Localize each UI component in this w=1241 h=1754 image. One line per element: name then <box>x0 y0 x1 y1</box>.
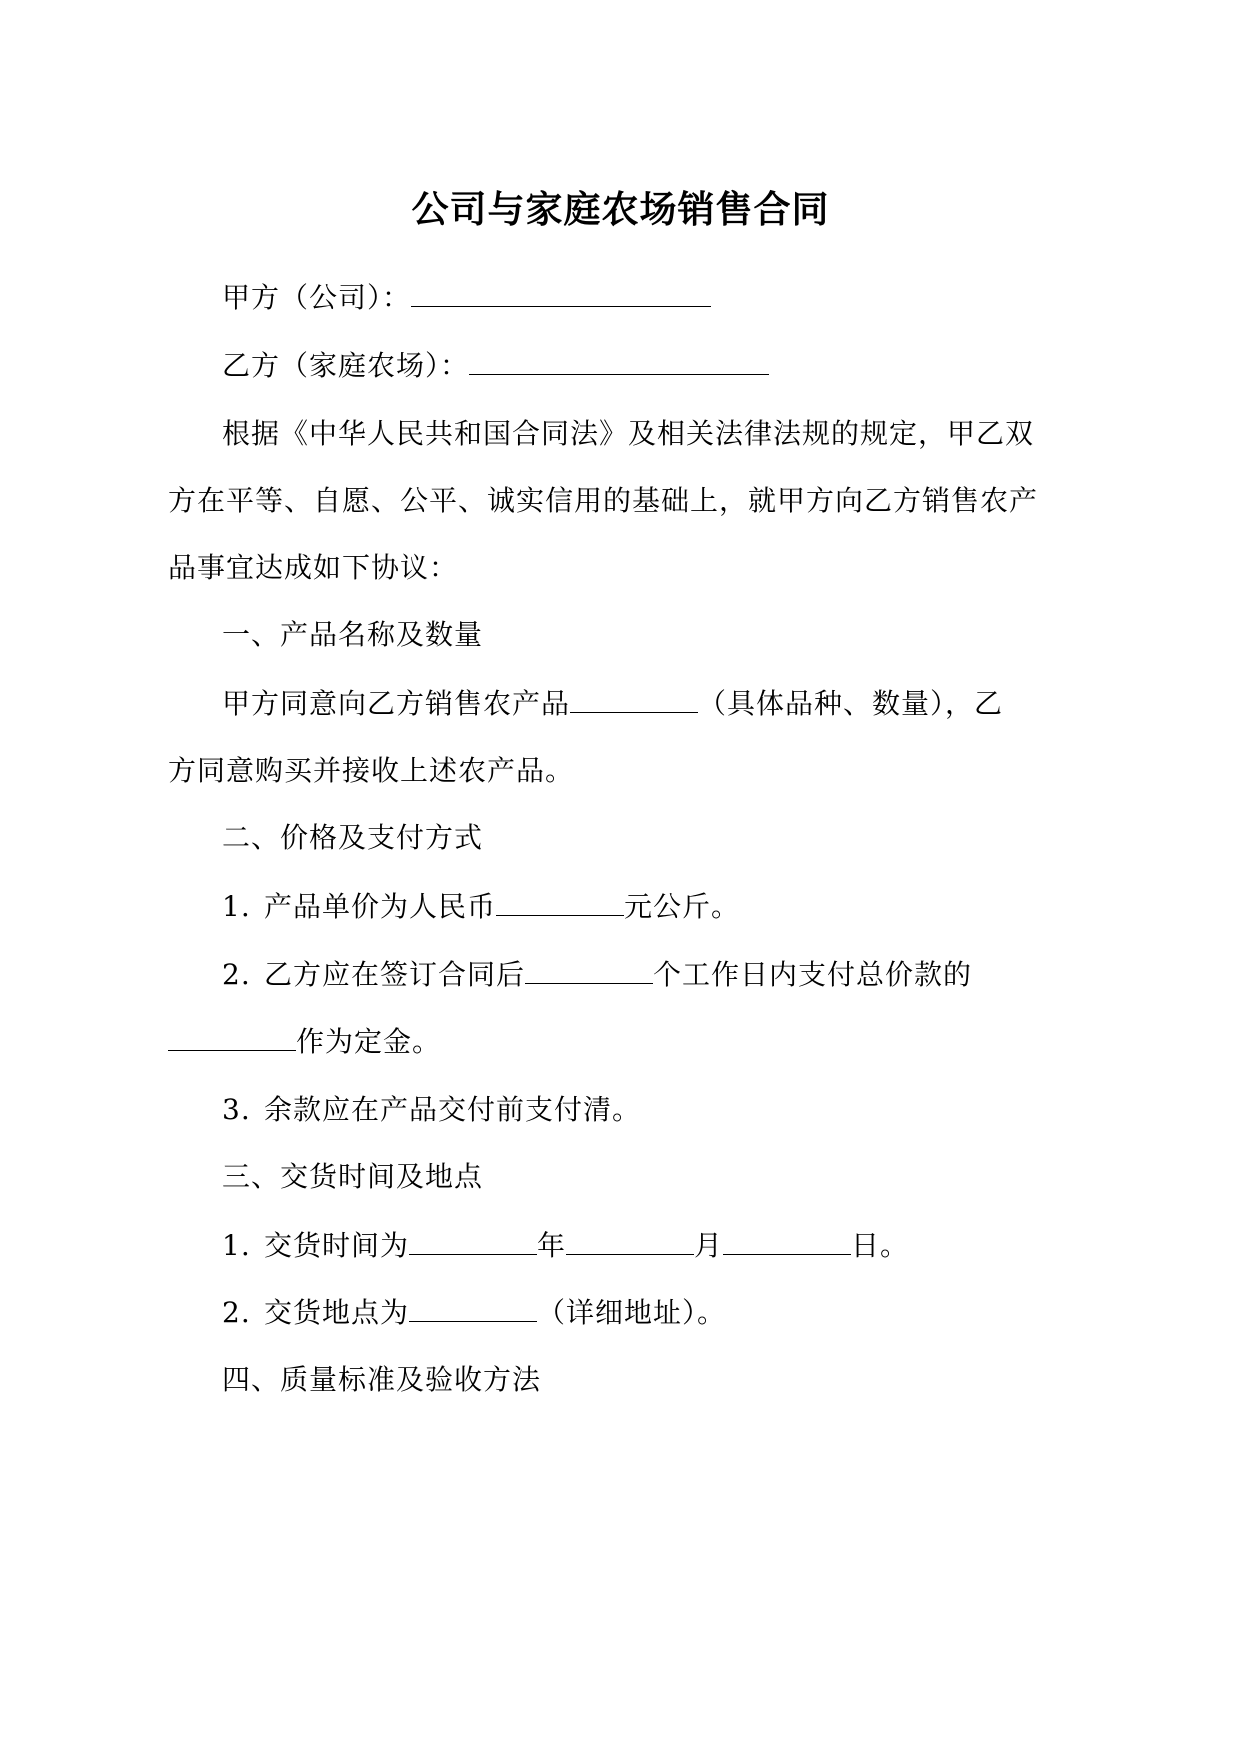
s2-item-1-number: 1. <box>222 890 251 923</box>
month-blank[interactable] <box>566 1226 694 1255</box>
party-b-blank[interactable] <box>469 346 769 375</box>
product-blank[interactable] <box>570 684 698 713</box>
section-4-heading: 四、质量标准及验收方法 <box>222 1363 542 1396</box>
s2-item-1-text-a: 产品单价为人民币 <box>264 890 497 923</box>
s2-item-2 <box>222 955 972 995</box>
section-1-line-2: 方同意购买并接收上述农产品。 <box>168 754 575 787</box>
s3-item-1-text-d: 日。 <box>851 1229 910 1262</box>
s3-item-1-text-c: 月 <box>694 1229 724 1262</box>
s2-item-2-cont <box>168 1022 441 1062</box>
party-a-label: 甲方（公司）： <box>222 281 412 314</box>
s3-item-1-text-b: 年 <box>537 1229 567 1262</box>
year-blank[interactable] <box>409 1226 537 1255</box>
s2-item-1-text-b: 元公斤。 <box>624 890 741 923</box>
party-b-label: 乙方（家庭农场）： <box>222 349 470 382</box>
s3-item-2-text-b: （详细地址）。 <box>537 1296 727 1329</box>
s1-text-a: 甲方同意向乙方销售农产品 <box>222 687 571 720</box>
s1-text-b: （具体品种、数量），乙 <box>698 687 1004 720</box>
s2-item-2-text-c: 作为定金。 <box>296 1025 442 1058</box>
s2-item-2-number: 2. <box>222 958 251 991</box>
s3-item-2 <box>222 1293 726 1333</box>
s2-item-3 <box>222 1090 641 1130</box>
s3-item-2-text-a: 交货地点为 <box>264 1296 410 1329</box>
party-a-blank[interactable] <box>411 278 711 307</box>
party-b-line <box>222 346 769 386</box>
unit-price-blank[interactable] <box>496 887 624 916</box>
s3-item-2-number: 2. <box>222 1296 251 1329</box>
address-blank[interactable] <box>409 1293 537 1322</box>
document-title: 公司与家庭农场销售合同 <box>411 188 830 231</box>
s3-item-1-number: 1. <box>222 1229 251 1262</box>
day-blank[interactable] <box>723 1226 851 1255</box>
s2-item-3-text: 余款应在产品交付前支付清。 <box>264 1093 642 1126</box>
s2-item-1 <box>222 887 740 927</box>
section-1-line-1 <box>222 684 1003 724</box>
s2-item-2-text-b: 个工作日内支付总价款的 <box>653 958 973 991</box>
section-2-heading: 二、价格及支付方式 <box>222 821 484 854</box>
intro-line-1: 根据《中华人民共和国合同法》及相关法律法规的规定，甲乙双 <box>222 417 1035 450</box>
intro-line-3: 品事宜达成如下协议： <box>168 551 459 584</box>
s3-item-1 <box>222 1226 909 1266</box>
party-a-line <box>222 278 711 318</box>
s3-item-1-text-a: 交货时间为 <box>264 1229 410 1262</box>
s2-item-3-number: 3. <box>222 1093 251 1126</box>
s2-item-2-text-a: 乙方应在签订合同后 <box>264 958 526 991</box>
workdays-blank[interactable] <box>525 955 653 984</box>
section-3-heading: 三、交货时间及地点 <box>222 1160 484 1193</box>
section-1-heading: 一、产品名称及数量 <box>222 618 484 651</box>
intro-line-2: 方在平等、自愿、公平、诚实信用的基础上，就甲方向乙方销售农产 <box>168 484 1039 517</box>
deposit-blank[interactable] <box>168 1022 296 1051</box>
